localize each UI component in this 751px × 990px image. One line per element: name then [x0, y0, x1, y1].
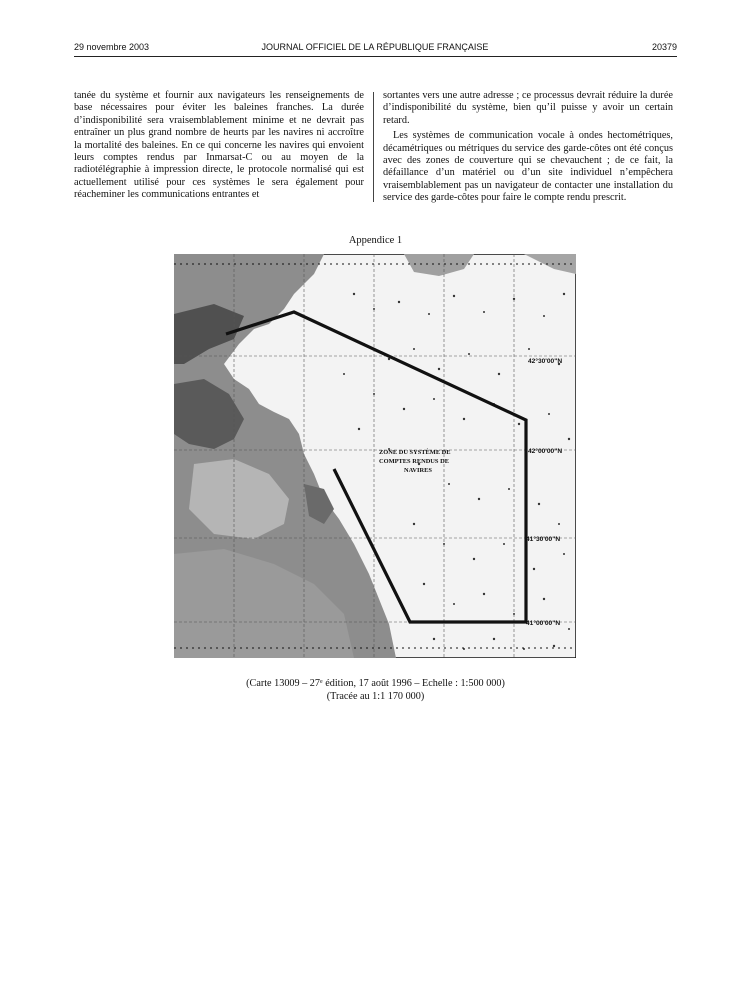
- left-column: [74, 90, 364, 202]
- left-column-paragraph: tanée du système et fournir aux navigateurs les renseignements de base nécessaires pour éviter les baleines franches. La durée d’indisponibilité sera vraisemblablement minime et ne devrait pas entraîner un plus grand nombre de heurts par les navires ni accroître la mortalité des baleines. En ce qui concerne les navires qui envoient leurs comptes rendus par Inmarsat-C ou au moyen de la radiotélégraphie à impression directe, le protocole normalisé qui est actuellement utilisé pour ces systèmes le sera également pour réacheminer les communications entrantes et: [74, 90, 364, 201]
- zone-label-line-3: NAVIRES: [404, 467, 432, 474]
- header-date: 29 novembre 2003: [74, 42, 150, 52]
- header-rule: [74, 56, 677, 57]
- column-separator: [373, 92, 374, 202]
- map-caption: [0, 676, 751, 703]
- caption-line-1: (Carte 13009 – 27e édition, 17 août 1996 – Echelle : 1:500 000): [246, 678, 505, 689]
- latitude-label: 42°00'00"N: [528, 448, 563, 455]
- appendix-title: Appendice 1: [348, 235, 403, 246]
- zone-label-line-2: COMPTES RENDUS DE: [379, 458, 449, 465]
- latitude-label: 41°00'00"N: [526, 620, 561, 627]
- caption-line-2: (Tracée au 1:1 170 000): [326, 690, 425, 702]
- nautical-chart: [174, 254, 576, 658]
- latitude-label: 42°30'00"N: [528, 358, 563, 365]
- right-column: [383, 90, 673, 205]
- header-title: JOURNAL OFFICIEL DE LA RÉPUBLIQUE FRANÇAISE: [261, 42, 489, 52]
- header-page-number: 20379: [651, 42, 677, 52]
- right-column-paragraph-2: Les systèmes de communication vocale à ondes hectométriques, décamétriques ou métriques du service des garde-côtes ont été conçus avec des zones de couverture qui se chevauchent ; de ce fait, la défaillance d’un matériel ou d’un site individuel n’empêchera vraisemblablement pas un navigateur de contacter une installation du service des garde-côtes pour faire le compte rendu prescrit.: [383, 130, 673, 204]
- zone-label-line-1: ZONE DU SYSTÈME DE: [379, 449, 451, 456]
- right-column-paragraph-1: sortantes vers une autre adresse ; ce processus devrait réduire la durée d’indisponibilité du système, bien qu’il puisse y avoir un certain retard.: [383, 90, 673, 126]
- latitude-label: 41°30'00"N: [526, 536, 561, 543]
